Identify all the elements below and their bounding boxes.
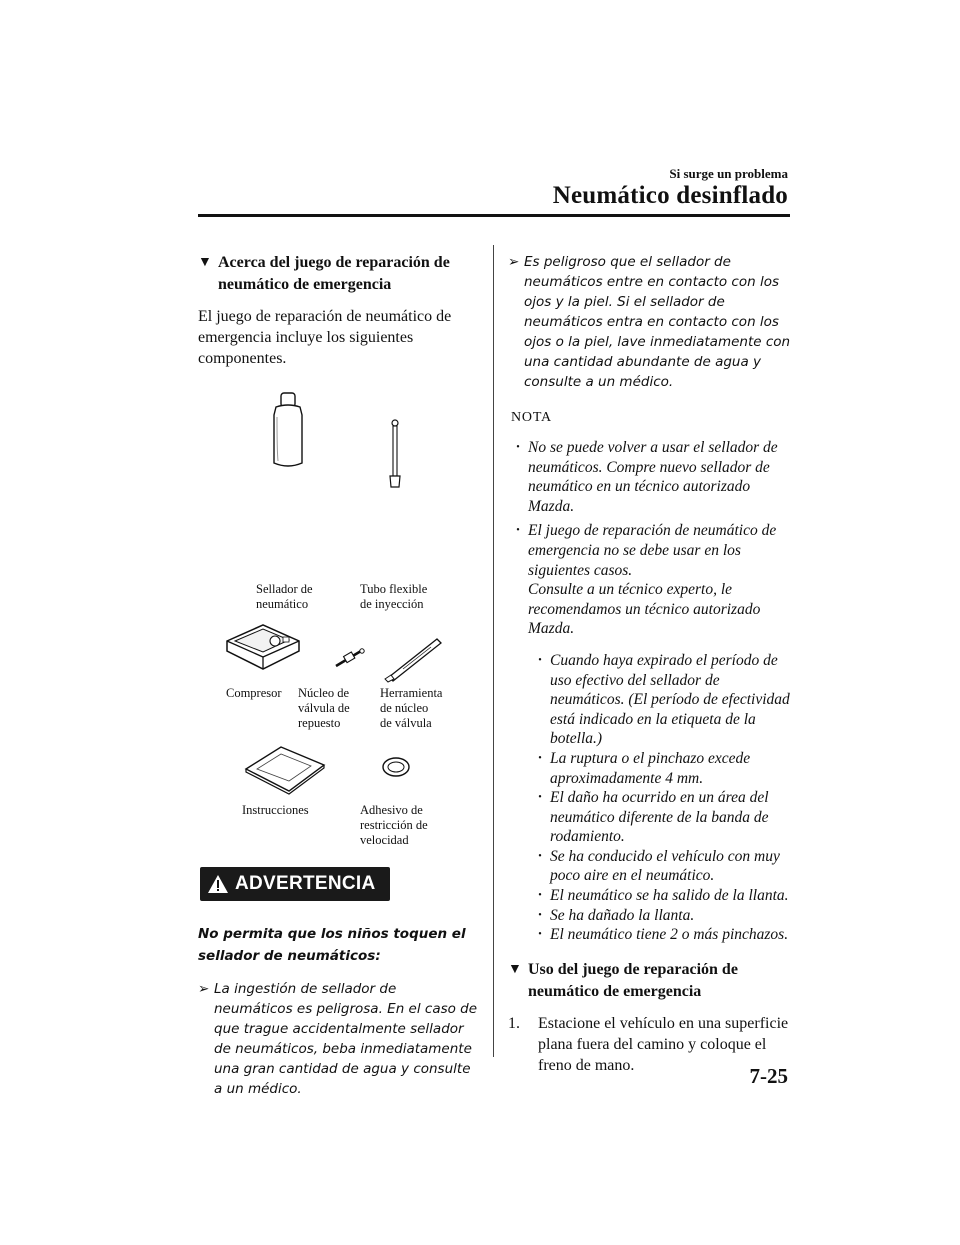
header-rule <box>198 214 790 217</box>
bullet-icon: • <box>538 792 542 804</box>
kit-components-figure <box>198 379 478 779</box>
bullet-icon: • <box>538 850 542 862</box>
label-sellador: Sellador de neumático <box>256 582 313 611</box>
list-item: • El neumático se ha salido de la llanta. <box>530 886 793 906</box>
triangle-bullet-icon: ▼ <box>198 255 212 270</box>
step-item: 1. Estacione el vehículo en una superficie plana fuera del camino y coloque el freno de mano. <box>508 1014 789 1074</box>
list-item: • El neumático tiene 2 o más pinchazos. <box>530 925 793 945</box>
list-item: • La ruptura o el pinchazo excede aproximadamente 4 mm. <box>530 749 793 788</box>
kit-components-figure-2 <box>198 741 478 861</box>
label-adhesivo: Adhesivo de restricción de velocidad <box>360 803 428 847</box>
column-divider <box>493 245 494 1057</box>
nota-item: • No se puede volver a usar el sellador de neumáticos. Compre nuevo sellador de neumático en un técnico autorizado Mazda. <box>508 438 793 516</box>
bullet-icon: • <box>516 525 520 537</box>
list-item: • El daño ha ocurrido en un área del neumático diferente de la banda de rodamiento. <box>530 788 793 847</box>
instructions-booklet-icon <box>243 743 327 795</box>
warning-item: ➢ Es peligroso que el sellador de neumáticos entre en contacto con los ojos y la piel. Si el sellador de neumáticos entra en contacto con los ojos o la piel, lave inmediatamente con una cantidad abundante de agua y consulte a un médico. <box>508 254 791 390</box>
warning-badge <box>200 867 390 901</box>
speed-sticker-icon <box>381 756 411 778</box>
section-heading-text: Acerca del juego de reparación de neumático de emergencia <box>218 254 450 293</box>
section-title: Si surge un problema <box>669 166 788 181</box>
left-column <box>198 252 478 1099</box>
kit-intro: El juego de reparación de neumático de emergencia incluye los siguientes componentes. <box>198 308 452 367</box>
bullet-icon: • <box>516 442 520 453</box>
triangle-bullet-icon: ▼ <box>508 961 522 977</box>
valve-core-icon <box>333 647 367 669</box>
label-tubo: Tubo flexible de inyección <box>360 582 428 611</box>
arrow-bullet-icon: ➢ <box>508 254 520 270</box>
injection-hose-icon <box>387 419 403 491</box>
bullet-icon: • <box>538 654 542 666</box>
cases-list <box>508 651 793 945</box>
list-item: • Cuando haya expirado el período de uso efectivo del sellador de neumáticos. (El período de efectividad está indicado en la etiqueta de la botella.) <box>530 651 793 749</box>
warning-lead: No permita que los niños toquen el sellador de neumáticos: <box>198 926 466 964</box>
list-item: • Se ha conducido el vehículo con muy poco aire en el neumático. <box>530 847 793 886</box>
right-column <box>508 252 793 1076</box>
bullet-icon: • <box>538 890 542 902</box>
section-heading-text: Uso del juego de reparación de neumático de emergencia <box>528 960 738 1000</box>
warning-triangle-icon <box>207 874 229 894</box>
valve-core-tool-icon <box>383 633 445 683</box>
bullet-icon: • <box>538 909 542 921</box>
sealant-bottle-icon <box>268 391 308 471</box>
warning-label: ADVERTENCIA <box>235 873 376 894</box>
bullet-icon: • <box>538 929 542 941</box>
warning-item: ➢ La ingestión de sellador de neumáticos es peligrosa. En el caso de que trague accidentalmente sellador de neumáticos, beba inmediatamente una gran cantidad de agua y consulte a un médico. <box>198 981 478 1097</box>
label-nucleo: Núcleo de válvula de repuesto <box>298 686 350 730</box>
nota-label: NOTA <box>511 410 552 425</box>
list-item: • Se ha dañado la llanta. <box>530 906 793 926</box>
label-instrucciones: Instrucciones <box>242 803 309 817</box>
section-heading-usage <box>508 959 793 1003</box>
page-number: 7-25 <box>749 1064 788 1088</box>
label-herramienta: Herramienta de núcleo de válvula <box>380 686 443 730</box>
nota-item: • El juego de reparación de neumático de emergencia no se debe usar en los siguientes casos. Consulte a un técnico experto, le recomendamos un técnico autorizado Mazda. <box>508 521 793 639</box>
compressor-icon <box>223 619 303 679</box>
arrow-bullet-icon: ➢ <box>198 981 210 997</box>
label-compresor: Compresor <box>226 686 282 700</box>
page-title: Neumático desinflado <box>552 182 788 209</box>
section-heading-kit <box>198 252 478 296</box>
bullet-icon: • <box>538 752 542 764</box>
